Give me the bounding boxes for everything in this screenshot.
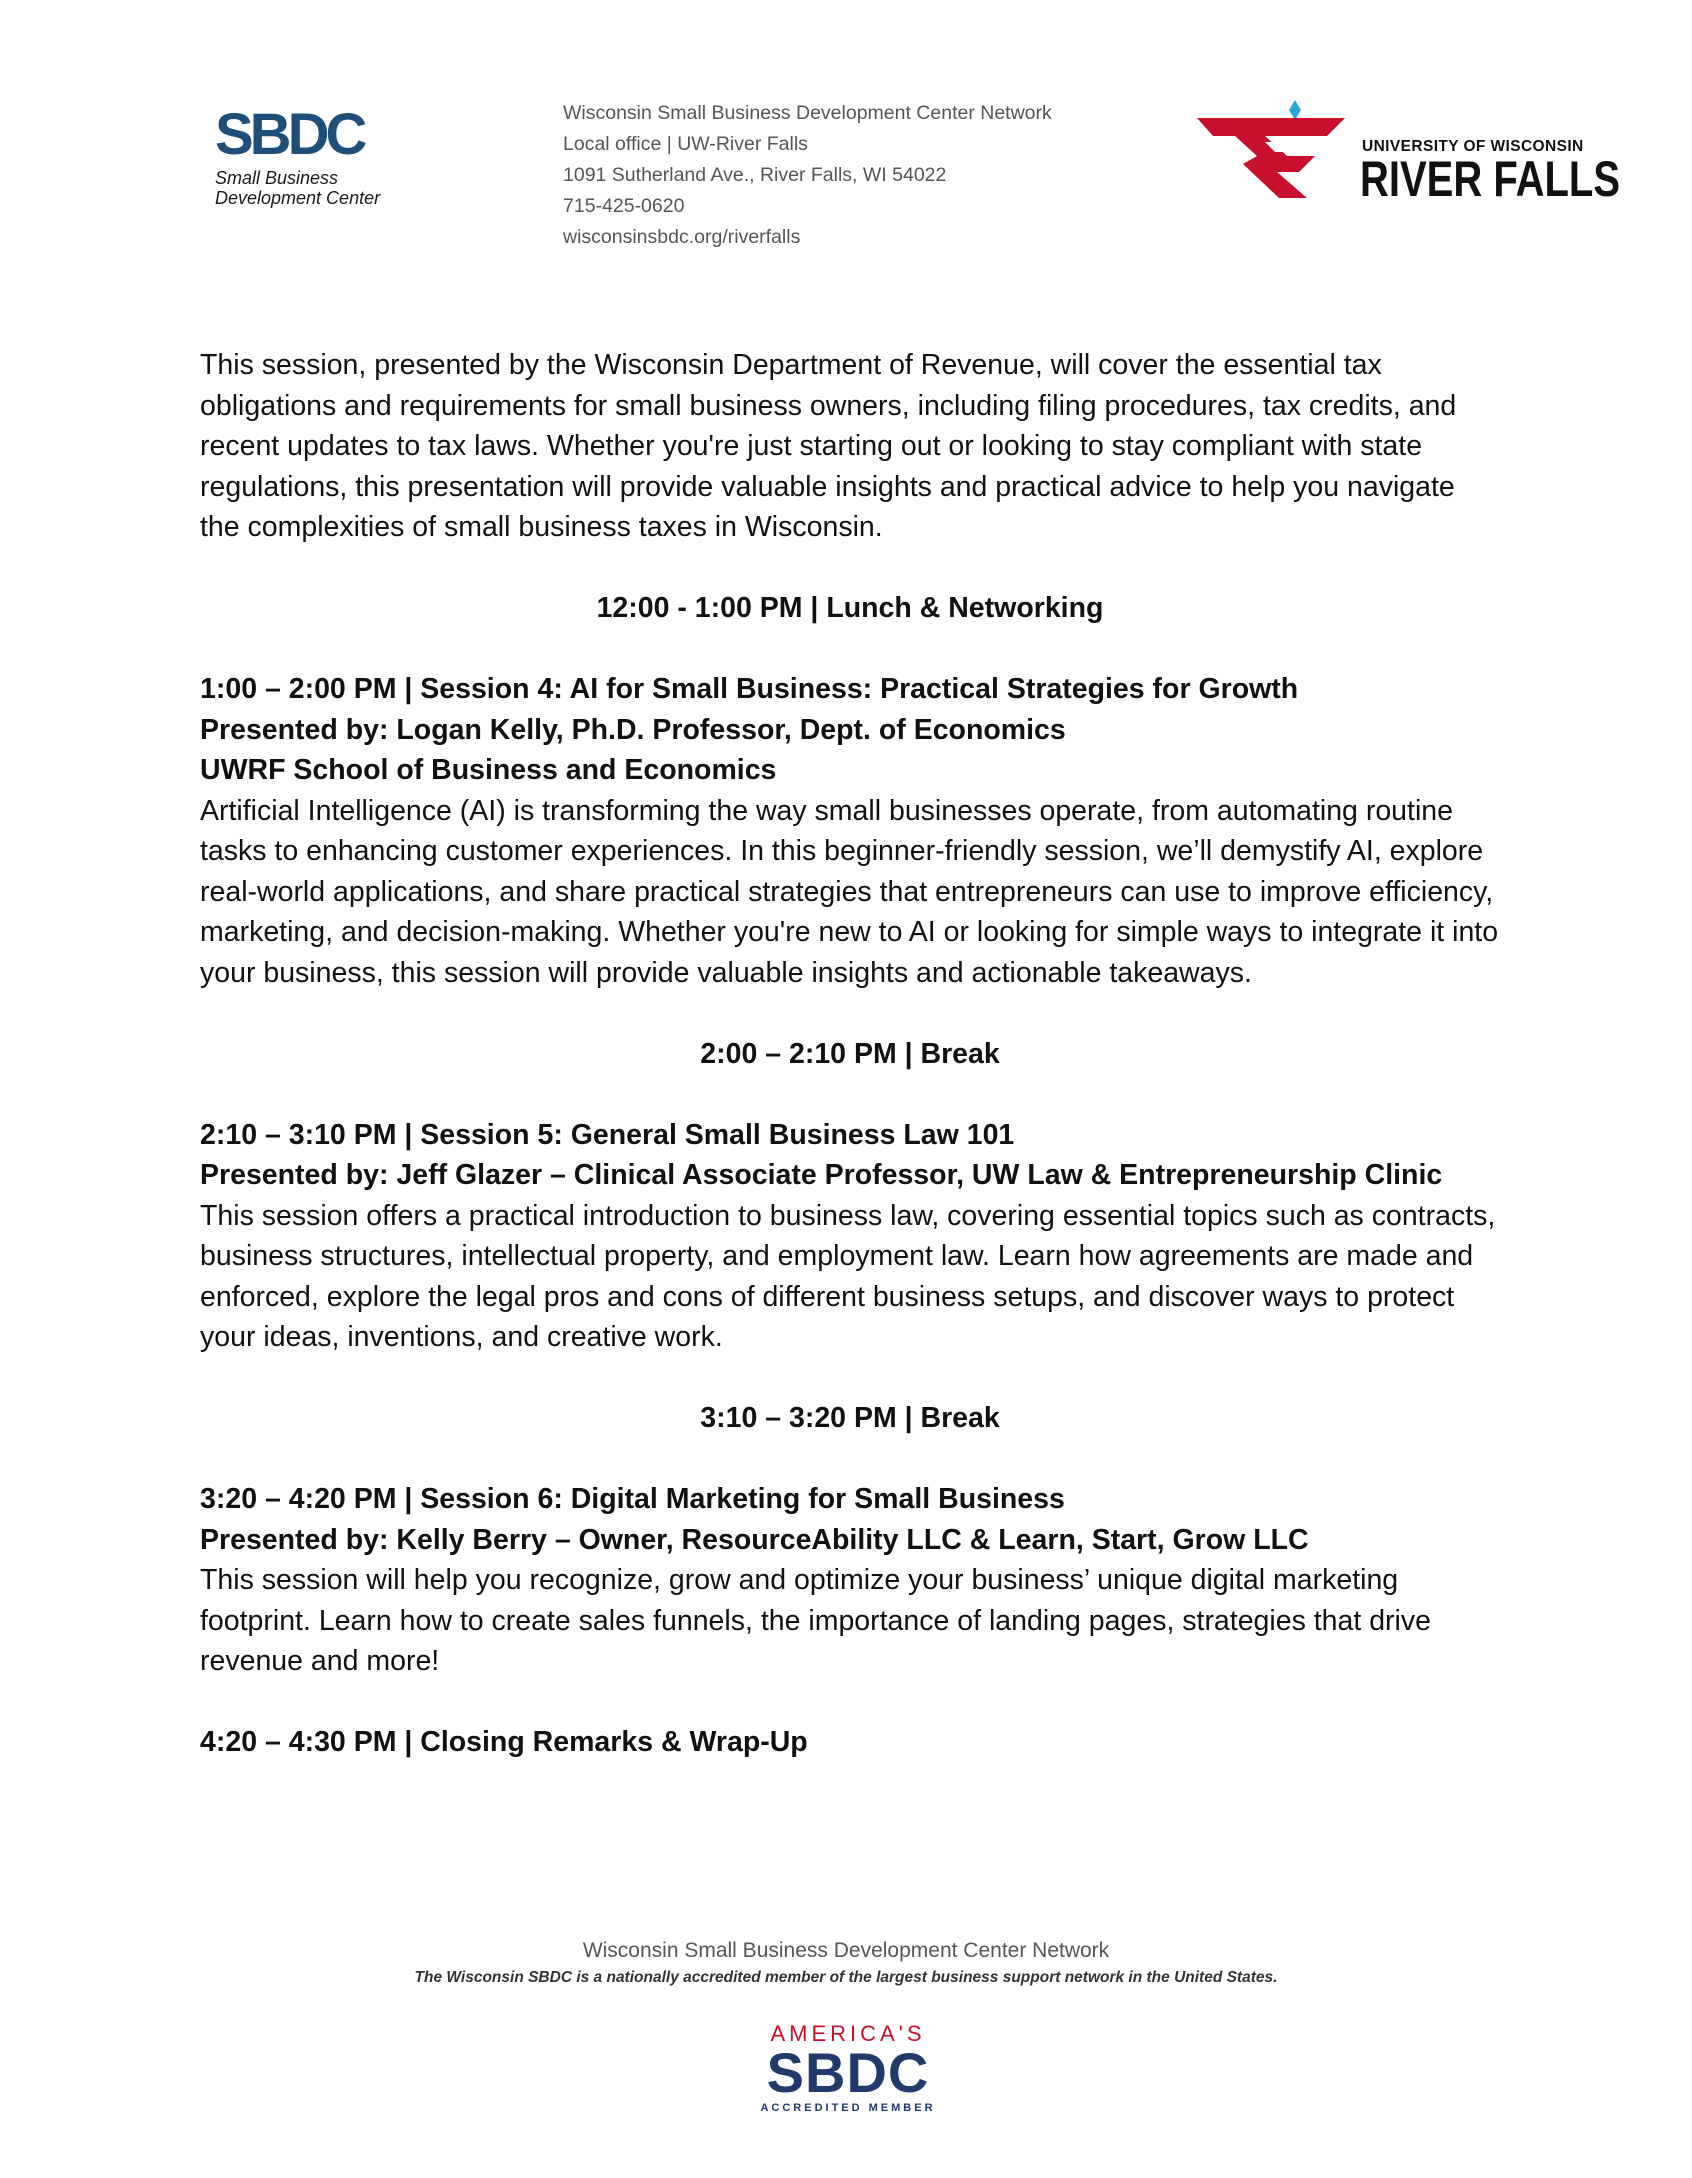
session4-affiliation: UWRF School of Business and Economics [200, 754, 777, 786]
uwrf-line2: RIVER FALLS [1360, 151, 1621, 207]
lunch-heading: 12:00 - 1:00 PM | Lunch & Networking [596, 592, 1104, 624]
badge-line1: AMERICA'S [770, 2021, 926, 2046]
sbdc-logo-caption [215, 168, 415, 208]
sbdc-caption-line2: Development Center [215, 188, 381, 208]
session4-title: 1:00 – 2:00 PM | Session 4: AI for Small Business: Practical Strategies for Growth [200, 673, 1299, 705]
contact-network: Wisconsin Small Business Development Center Network [563, 102, 1052, 124]
intro-paragraph: This session, presented by the Wisconsin Department of Revenue, will cover the essential tax obligations and requirements for small business owners, including filing procedures, tax credits, and recent updates to tax laws. Whether you're just starting out or looking to stay compliant with state regulations, this presentation will provide valuable insights and practical advice to help you navigate the complexities of small business taxes in Wisconsin. [200, 349, 1457, 543]
sbdc-logo-letters: SBDC [215, 108, 364, 160]
session5-description: This session offers a practical introduction to business law, covering essential topics such as contracts, business structures, intellectual property, and employment law. Learn how agreements are made and enforced, explore the legal pros and cons of different business setups, and discover ways to protect your ideas, inventions, and creative work. [200, 1199, 1496, 1353]
closing-heading: 4:20 – 4:30 PM | Closing Remarks & Wrap-Up [200, 1726, 808, 1758]
session5-presenter: Presented by: Jeff Glazer – Clinical Associate Professor, UW Law & Entrepreneurship Clinic [200, 1159, 1443, 1191]
americas-sbdc-badge [748, 2023, 948, 2123]
contact-address: 1091 Sutherland Ave., River Falls, WI 54022 [563, 164, 947, 186]
break2-heading: 3:10 – 3:20 PM | Break [700, 1402, 1000, 1434]
break1-heading: 2:00 – 2:10 PM | Break [700, 1037, 1000, 1070]
badge-line3: ACCREDITED MEMBER [760, 2102, 936, 2114]
footer [0, 1937, 1692, 1991]
contact-office: Local office | UW-River Falls [563, 133, 808, 155]
session6-title: 3:20 – 4:20 PM | Session 6: Digital Marketing for Small Business [200, 1483, 1065, 1515]
badge-line2: SBDC [766, 2041, 930, 2104]
uwrf-logo [1195, 98, 1621, 208]
footer-tagline: The Wisconsin SBDC is a nationally accredited member of the largest business support network in the United States. [414, 1969, 1278, 1986]
contact-website[interactable]: wisconsinsbdc.org/riverfalls [563, 226, 801, 248]
session5-title: 2:10 – 3:10 PM | Session 5: General Small Business Law 101 [200, 1118, 1015, 1151]
session4-description: Artificial Intelligence (AI) is transforming the way small businesses operate, from automating routine tasks to enhancing customer experiences. In this beginner-friendly session, we’ll demystify AI, explore real-world applications, and share practical strategies that entrepreneurs can use to improve efficiency, marketing, and decision-making. Whether you're new to AI or looking for simple ways to integrate it into your business, this session will provide valuable insights and actionable takeaways. [200, 794, 1499, 989]
session4-presenter: Presented by: Logan Kelly, Ph.D. Professor, Dept. of Economics [200, 713, 1066, 746]
session6-description: This session will help you recognize, grow and optimize your business’ unique digital marketing footprint. Learn how to create sales funnels, the importance of landing pages, strategies that drive revenue and more! [200, 1564, 1431, 1677]
contact-phone: 715-425-0620 [563, 195, 685, 217]
contact-block [563, 98, 1052, 253]
session6-presenter: Presented by: Kelly Berry – Owner, ResourceAbility LLC & Learn, Start, Grow LLC [200, 1523, 1309, 1556]
sbdc-logo-mark [215, 108, 385, 160]
footer-network: Wisconsin Small Business Development Center Network [582, 1939, 1110, 1962]
sbdc-caption-line1: Small Business [215, 168, 339, 188]
agenda-content [200, 345, 1500, 1763]
sbdc-logo [215, 108, 415, 218]
uwrf-falcon-icon [1195, 98, 1360, 208]
uwrf-line1: UNIVERSITY OF WISCONSIN [1362, 138, 1584, 155]
